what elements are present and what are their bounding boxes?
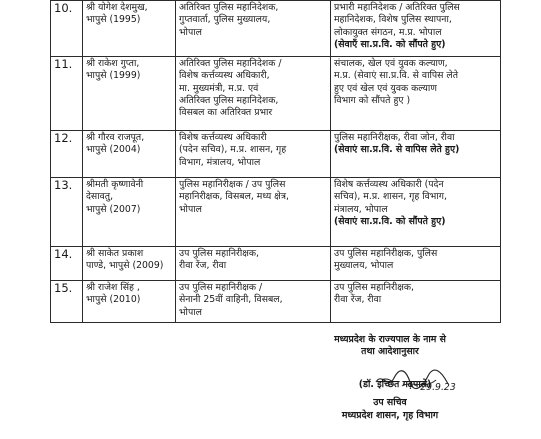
current-posting-cell-line: विशेष कर्त्तव्यस्थ अधिकारी,: [179, 70, 270, 82]
officer-name-cell-line: श्री राकेश गुप्ता,: [86, 58, 140, 69]
officer-name-cell: [83, 281, 176, 323]
current-posting-cell-line: मा. मुख्यमंत्री, म.प्र. एवं: [179, 82, 259, 94]
new-posting-cell-line: मंत्रालय, भोपाल: [334, 203, 388, 215]
services-note: (सेवाएं सा.प्र.वि. को सौंपते हुए): [334, 215, 446, 227]
table-row: [51, 57, 501, 131]
new-posting-cell-line: उप पुलिस महानिरीक्षक,: [334, 282, 415, 293]
officer-name-cell: [83, 131, 176, 178]
new-posting-cell-line: प्रभारी महानिदेशक / अतिरिक्त पुलिस: [334, 2, 460, 13]
new-posting-cell: [331, 281, 501, 323]
current-posting-cell-line: (पदेन सचिव), म.प्र. शासन, गृह: [179, 144, 287, 156]
officer-name-cell-line: पाण्डे, भापुसे (2009): [86, 260, 164, 272]
new-posting-cell-line: लोकायुक्त संगठन, म.प्र. भोपाल: [334, 26, 442, 38]
current-posting-cell: [176, 247, 331, 281]
department: मध्यप्रदेश शासन, गृह विभाग: [341, 410, 439, 421]
current-posting-cell-line: भोपाल: [179, 26, 202, 38]
current-posting-cell-line: भोपाल: [179, 203, 202, 215]
new-posting-cell-line: विभाग को सौंपते हुए ): [334, 94, 411, 106]
current-posting-cell-line: विसबल का अतिरिक्त प्रभार: [179, 107, 273, 119]
officer-name-cell-line: श्री राजेश सिंह ,: [86, 282, 140, 293]
officer-name-cell-line: भापुसे (2007): [86, 203, 141, 215]
current-posting-cell: [176, 1, 331, 57]
officer-name-cell-line: भापुसे (1995): [86, 14, 141, 26]
current-posting-cell-line: उप पुलिस महानिरीक्षक /: [179, 282, 263, 293]
serial-number-cell: 12.: [51, 131, 83, 178]
new-posting-cell-line: उप पुलिस महानिरीक्षक, पुलिस: [334, 248, 438, 259]
new-posting-cell-line: रीवा रेंज, रीवा: [334, 294, 382, 306]
services-note: (सेवाएँ सा.प्र.वि. को सौंपते हुए): [334, 38, 446, 50]
current-posting-cell-line: पुलिस महानिरीक्षक / उप पुलिस: [179, 179, 286, 190]
current-posting-cell: [176, 131, 331, 178]
table-row: [51, 131, 501, 178]
signature-date: 29.9.23: [420, 382, 456, 393]
officer-name-cell: [83, 57, 176, 131]
current-posting-cell-line: गुप्तवार्ता, पुलिस मुख्यालय,: [179, 14, 271, 26]
new-posting-cell-line: महानिदेशक, विशेष पुलिस स्थापना,: [334, 14, 452, 26]
officer-name-cell: [83, 247, 176, 281]
new-posting-cell-line: संचालक, खेल एवं युवक कल्याण,: [334, 58, 448, 69]
services-note: (सेवाएं सा.प्र.वि. से वापिस लेते हुए): [334, 144, 460, 156]
serial-number-cell: 11.: [51, 57, 83, 131]
new-posting-cell-line: पुलिस महानिरीक्षक, रीवा जोन, रीवा: [334, 132, 455, 143]
officer-name-cell-line: भापुसे (2010): [86, 294, 141, 306]
current-posting-cell-line: विभाग, मंत्रालय, भोपाल: [179, 156, 261, 168]
current-posting-cell-line: रीवा रेंज, रीवा: [179, 260, 227, 272]
serial-number-cell: 14.: [51, 247, 83, 281]
current-posting-cell-line: सेनानी 25वीं वाहिनी, विसबल,: [179, 294, 283, 306]
officer-name-cell-line: देसावतु,: [86, 191, 114, 203]
designation: उप सचिव: [373, 397, 407, 408]
current-posting-cell: [176, 281, 331, 323]
officer-name-cell: [83, 178, 176, 247]
order-authority-text: [295, 334, 485, 358]
signatory-name: (डॉ. इच्छित गढ़पाले): [358, 379, 432, 390]
order-line-1: मध्यप्रदेश के राज्यपाल के नाम से: [334, 334, 446, 345]
officer-name-cell-line: श्री योगेश देशमुख,: [86, 2, 148, 13]
new-posting-cell-line: हुए एवं खेल एवं युवक कल्याण: [334, 82, 437, 94]
current-posting-cell: [176, 57, 331, 131]
current-posting-cell-line: अतिरिक्त पुलिस महानिदेशक,: [179, 2, 279, 13]
table-row: [51, 1, 501, 57]
current-posting-cell: [176, 178, 331, 247]
new-posting-cell: [331, 57, 501, 131]
current-posting-cell-line: महानिरीक्षक, विसबल, मध्य क्षेत्र,: [179, 191, 289, 203]
new-posting-cell: [331, 1, 501, 57]
new-posting-cell: [331, 178, 501, 247]
new-posting-cell-line: विशेष कर्त्तव्यस्थ अधिकारी (पदेन: [334, 179, 444, 190]
current-posting-cell-line: उप पुलिस महानिरीक्षक,: [179, 248, 260, 259]
officer-name-cell-line: श्री गौरव राजपूत,: [86, 132, 145, 143]
officer-name-cell-line: भापुसे (1999): [86, 70, 141, 82]
new-posting-cell: [331, 131, 501, 178]
current-posting-cell-line: अतिरिक्त पुलिस महानिदेशक,: [179, 94, 279, 106]
table-row: [51, 178, 501, 247]
officer-name-cell-line: भापुसे (2004): [86, 144, 141, 156]
new-posting-cell-line: म.प्र. (सेवाएं सा.प्र.वि. से वापिस लेते: [334, 70, 459, 82]
officer-name-cell: [83, 1, 176, 57]
current-posting-cell-line: विशेष कर्त्तव्यस्थ अधिकारी: [179, 132, 267, 143]
order-line-2: तथा आदेशानुसार: [361, 346, 419, 357]
serial-number-cell: 15.: [51, 281, 83, 323]
table-row: [51, 281, 501, 323]
new-posting-cell-line: मुख्यालय, भोपाल: [334, 260, 394, 272]
current-posting-cell-line: अतिरिक्त पुलिस महानिदेशक /: [179, 58, 282, 69]
officer-name-cell-line: श्री साकेत प्रकाश: [86, 248, 144, 259]
officer-name-cell-line: श्रीमती कृष्णावेनी: [86, 179, 144, 190]
table-body: [51, 1, 501, 323]
new-posting-cell: [331, 247, 501, 281]
serial-number-cell: 10.: [51, 1, 83, 57]
new-posting-cell-line: सचिव), म.प्र. शासन, गृह विभाग,: [334, 191, 447, 203]
serial-number-cell: 13.: [51, 178, 83, 247]
table-row: [51, 247, 501, 281]
current-posting-cell-line: भोपाल: [179, 306, 202, 318]
transfer-orders-table: [50, 0, 501, 323]
